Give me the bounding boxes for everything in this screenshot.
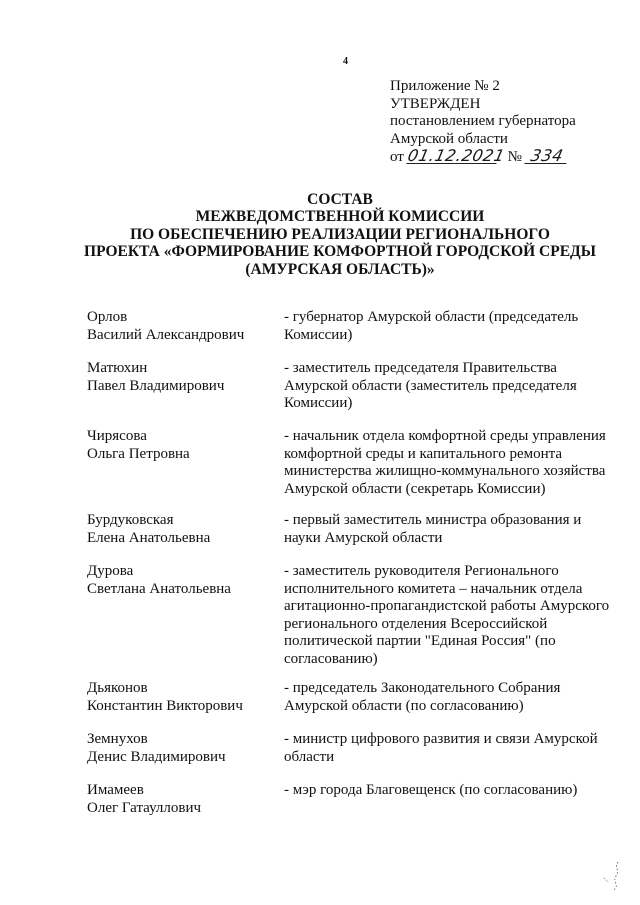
member-name xyxy=(87,782,277,817)
member-surname: Орлов xyxy=(87,309,128,325)
member-surname: Земнухов xyxy=(87,731,148,747)
title-line-3: ПО ОБЕСПЕЧЕНИЮ РЕАЛИЗАЦИИ РЕГИОНАЛЬНОГО xyxy=(130,225,550,243)
member-surname: Дьяконов xyxy=(87,680,148,696)
page-number: 4 xyxy=(343,56,348,67)
member-role: - заместитель председателя Правительства Амурской области (заместитель председателя Комиссии) xyxy=(284,360,577,412)
member-name xyxy=(87,428,277,463)
member-surname: Дурова xyxy=(87,563,134,579)
member-surname: Чирясова xyxy=(87,428,147,444)
appendix-label: Приложение № 2 xyxy=(390,78,500,94)
member-given-names: Ольга Петровна xyxy=(87,445,190,462)
from-label: от xyxy=(390,149,404,165)
member-name xyxy=(87,309,277,344)
member-role: - губернатор Амурской области (председатель Комиссии) xyxy=(284,309,579,343)
handwritten-number: 334 xyxy=(524,148,569,164)
initials-mark xyxy=(596,858,626,894)
member-name xyxy=(87,360,277,395)
number-label: № xyxy=(507,149,522,165)
decree-label: постановлением губернатора xyxy=(390,113,576,129)
member-name xyxy=(87,680,277,715)
member-given-names: Светлана Анатольевна xyxy=(87,580,231,597)
member-role: - первый заместитель министра образования и науки Амурской области xyxy=(284,512,582,546)
member-given-names: Олег Гатауллович xyxy=(87,799,202,816)
handwritten-date: 01.12.2021 xyxy=(405,146,507,165)
title-line-4: ПРОЕКТА «ФОРМИРОВАНИЕ КОМФОРТНОЙ ГОРОДСКОЙ СРЕДЫ xyxy=(84,243,596,261)
member-given-names: Елена Анатольевна xyxy=(87,529,211,546)
member-role: - заместитель руководителя Регионального исполнительного комитета – начальник отдела агитационно-пропагандистской работы Амурского регионального отделения Всероссийской политической партии "Единая Россия" (по согласованию) xyxy=(284,563,610,667)
member-surname: Матюхин xyxy=(87,360,148,376)
member-surname: Бурдуковская xyxy=(87,512,174,528)
member-name xyxy=(87,563,277,598)
member-name xyxy=(87,731,277,766)
member-surname: Имамеев xyxy=(87,782,144,798)
member-given-names: Павел Владимирович xyxy=(87,377,225,394)
member-given-names: Константин Викторович xyxy=(87,697,243,714)
member-role: - мэр города Благовещенск (по согласованию) xyxy=(284,782,578,798)
title-line-2: МЕЖВЕДОМСТВЕННОЙ КОМИССИИ xyxy=(195,208,485,226)
region-label: Амурской области xyxy=(390,130,508,147)
approved-label: УТВЕРЖДЕН xyxy=(390,95,481,112)
member-role: - министр цифрового развития и связи Амурской области xyxy=(284,731,598,765)
member-given-names: Василий Александрович xyxy=(87,326,245,343)
member-role: - председатель Законодательного Собрания Амурской области (по согласованию) xyxy=(284,680,561,714)
member-given-names: Денис Владимирович xyxy=(87,748,226,765)
title-line-1: СОСТАВ xyxy=(307,191,373,208)
member-name xyxy=(87,512,277,547)
member-role: - начальник отдела комфортной среды управления комфортной среды и капитального ремонта министерства жилищно-коммунального хозяйства Амурской области (секретарь Комиссии) xyxy=(284,428,606,497)
title-line-5: (АМУРСКАЯ ОБЛАСТЬ)» xyxy=(245,260,435,278)
